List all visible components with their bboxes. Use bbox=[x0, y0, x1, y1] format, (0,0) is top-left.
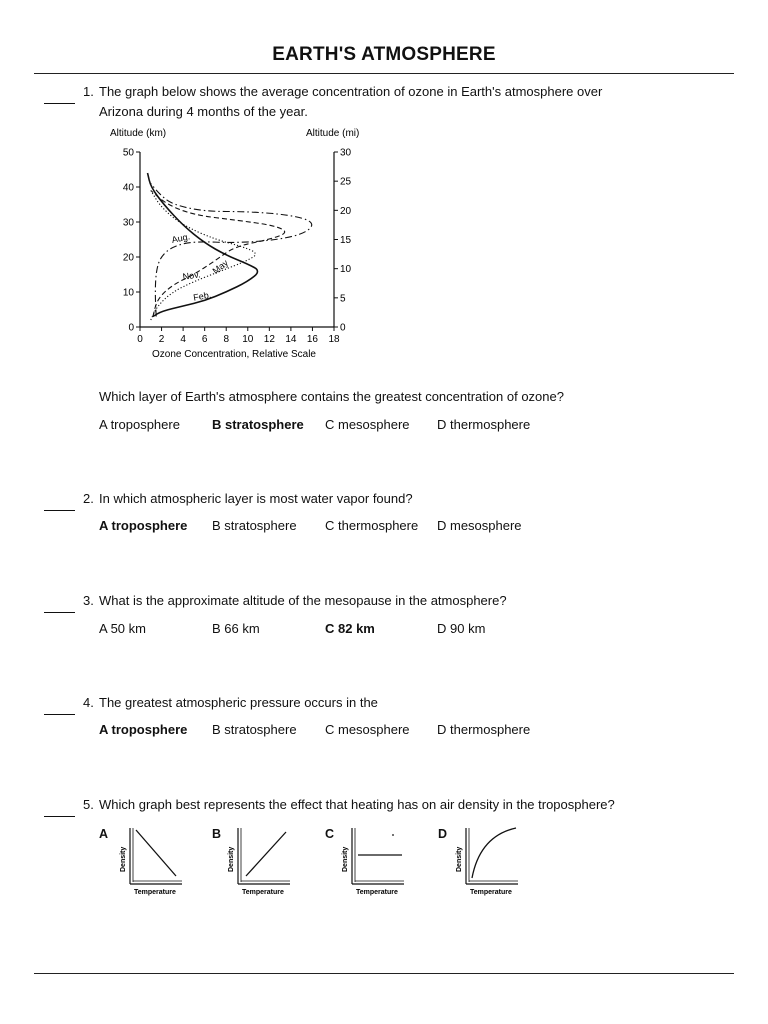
temperature-axis-label: Temperature bbox=[470, 889, 512, 896]
y-tick-right-label: 20 bbox=[340, 205, 352, 217]
x-tick-label: 10 bbox=[242, 334, 254, 345]
x-tick-label: 0 bbox=[137, 334, 143, 345]
choice-q4-c[interactable]: C mesosphere bbox=[325, 722, 410, 737]
series-label-may: May bbox=[210, 257, 231, 277]
y-axis-right-label: Altitude (mi) bbox=[306, 128, 360, 139]
graph-ticks bbox=[123, 148, 352, 346]
option-letter-d[interactable]: D bbox=[438, 827, 448, 841]
y-tick-left-label: 50 bbox=[122, 147, 134, 159]
option-letter-b[interactable]: B bbox=[212, 827, 222, 841]
question-text: The greatest atmospheric pressure occurs in the bbox=[99, 695, 378, 710]
y-tick-left-label: 40 bbox=[122, 182, 134, 194]
graph-option-b[interactable] bbox=[220, 820, 300, 902]
density-axis-label: Density bbox=[228, 846, 235, 872]
question-text: What is the approximate altitude of the mesopause in the atmosphere? bbox=[99, 593, 507, 608]
temperature-axis-label: Temperature bbox=[242, 889, 284, 896]
y-tick-left-label: 20 bbox=[122, 252, 134, 264]
graph-axes bbox=[140, 152, 334, 327]
y-tick-right-label: 30 bbox=[340, 147, 352, 159]
choice-q1-d[interactable]: D thermosphere bbox=[437, 417, 531, 432]
series-line-nov bbox=[151, 191, 285, 317]
choice-q4-d[interactable]: D thermosphere bbox=[437, 722, 531, 737]
question-text: Which graph best represents the effect that heating has on air density in the troposphere? bbox=[99, 797, 615, 812]
option-letter-c[interactable]: C bbox=[325, 827, 335, 841]
question-1 bbox=[83, 82, 602, 122]
choice-q4-b[interactable]: B stratosphere bbox=[212, 722, 297, 737]
x-tick-label: 12 bbox=[263, 334, 275, 345]
temperature-axis-label: Temperature bbox=[134, 889, 176, 896]
y-tick-right-label: 25 bbox=[340, 176, 352, 188]
series-label-nov: Nov. bbox=[181, 269, 202, 282]
question-2 bbox=[83, 489, 413, 509]
x-tick-label: 16 bbox=[306, 334, 319, 345]
choice-q1-b[interactable]: B stratosphere bbox=[212, 417, 304, 432]
top-rule bbox=[34, 73, 734, 74]
y-tick-left-label: 10 bbox=[122, 287, 134, 299]
y-tick-right-label: 15 bbox=[340, 235, 352, 246]
choice-q4-a[interactable]: A troposphere bbox=[99, 722, 188, 737]
question-number: 1. bbox=[83, 84, 94, 99]
y-tick-right-label: 0 bbox=[340, 322, 346, 334]
question-number: 5. bbox=[83, 797, 94, 812]
choice-q2-b[interactable]: B stratosphere bbox=[212, 518, 297, 533]
density-axis-label: Density bbox=[120, 846, 127, 872]
choice-q3-d[interactable]: D 90 km bbox=[437, 621, 486, 636]
graph-series bbox=[148, 173, 312, 320]
question-4 bbox=[83, 693, 378, 713]
graph-option-a[interactable] bbox=[112, 820, 192, 902]
question-number: 4. bbox=[83, 695, 94, 710]
x-axis-label: Ozone Concentration, Relative Scale bbox=[152, 349, 316, 360]
choice-q3-a[interactable]: A 50 km bbox=[99, 621, 146, 636]
bottom-rule bbox=[34, 973, 734, 974]
choice-q3-b[interactable]: B 66 km bbox=[212, 621, 260, 636]
x-tick-label: 6 bbox=[201, 334, 208, 345]
choice-q3-c[interactable]: C 82 km bbox=[325, 621, 375, 636]
graph-option-c[interactable] bbox=[334, 820, 414, 902]
choice-q1-a[interactable]: A troposphere bbox=[99, 417, 180, 432]
x-tick-label: 2 bbox=[158, 334, 165, 345]
x-tick-label: 4 bbox=[180, 334, 186, 345]
ozone-graph bbox=[100, 124, 380, 364]
answer-blank-q1[interactable] bbox=[44, 103, 75, 104]
choice-q2-a[interactable]: A troposphere bbox=[99, 518, 188, 533]
y-tick-right-label: 5 bbox=[340, 293, 346, 305]
choice-q2-c[interactable]: C thermosphere bbox=[325, 518, 419, 533]
option-letter-a[interactable]: A bbox=[99, 827, 109, 841]
x-tick-label: 18 bbox=[328, 334, 340, 345]
series-label-aug: Aug. bbox=[170, 231, 191, 245]
question-3 bbox=[83, 591, 507, 611]
y-tick-left-label: 30 bbox=[122, 217, 134, 229]
question-text: The graph below shows the average concentration of ozone in Earth's atmosphere over bbox=[99, 84, 603, 99]
graph-option-d[interactable] bbox=[448, 820, 528, 902]
question-1-followup: Which layer of Earth's atmosphere contains the greatest concentration of ozone? bbox=[99, 389, 564, 404]
y-tick-right-label: 10 bbox=[340, 264, 352, 276]
page-title: EARTH'S ATMOSPHERE bbox=[272, 44, 496, 65]
question-text: In which atmospheric layer is most water vapor found? bbox=[99, 491, 413, 506]
temperature-axis-label: Temperature bbox=[356, 889, 398, 896]
choice-q2-d[interactable]: D mesosphere bbox=[437, 518, 522, 533]
y-tick-left-label: 0 bbox=[128, 322, 134, 334]
question-number: 2. bbox=[83, 491, 94, 506]
x-tick-label: 14 bbox=[285, 334, 297, 345]
question-number: 3. bbox=[83, 593, 94, 608]
choice-q1-c[interactable]: C mesosphere bbox=[325, 417, 410, 432]
question-text-continued: Arizona during 4 months of the year. bbox=[99, 104, 308, 119]
density-axis-label: Density bbox=[342, 846, 349, 872]
question-5 bbox=[83, 795, 615, 815]
y-axis-left-label: Altitude (km) bbox=[110, 128, 167, 139]
density-axis-label: Density bbox=[456, 846, 463, 872]
series-label-feb: Feb. bbox=[192, 289, 212, 303]
answer-blank-q2[interactable] bbox=[44, 510, 75, 511]
answer-blank-q3[interactable] bbox=[44, 612, 75, 613]
answer-blank-q5[interactable] bbox=[44, 816, 75, 817]
answer-blank-q4[interactable] bbox=[44, 714, 75, 715]
x-tick-label: 8 bbox=[223, 334, 230, 345]
